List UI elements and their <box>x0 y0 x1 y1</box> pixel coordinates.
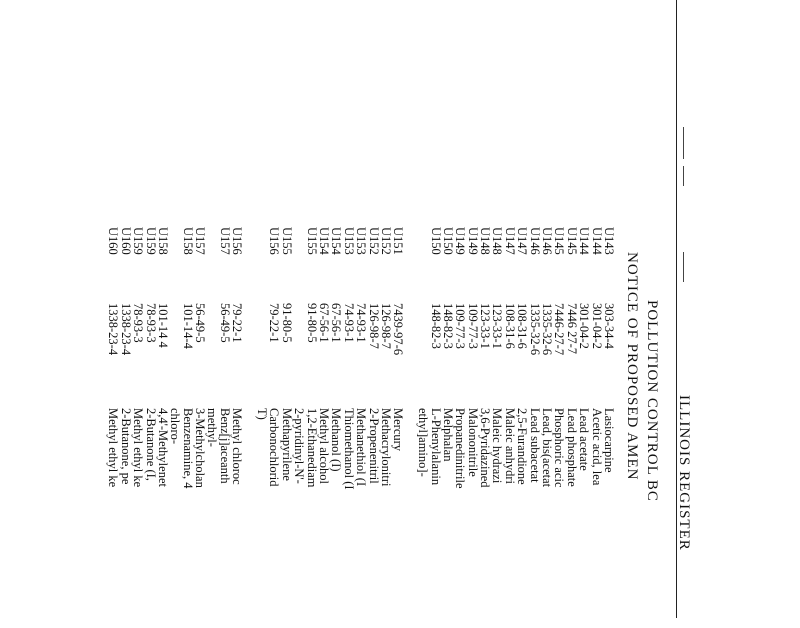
cell-cas: 74-93-1 <box>341 303 356 343</box>
cell-code: U155 <box>304 227 319 255</box>
cell-code: U158 <box>180 227 195 255</box>
cell-code: U156 <box>267 227 282 255</box>
cell-code: U160 <box>106 227 121 255</box>
cell-cas: 56-49-5 <box>217 303 232 343</box>
cell-name: Benz[j]aceanth <box>217 408 232 484</box>
cell-name: 4,4'-Methylenet <box>155 408 170 487</box>
cell-code: U153 <box>341 227 356 255</box>
cell-code: U145 <box>564 227 579 255</box>
cell-name: Lead, bis(acetat <box>540 408 555 488</box>
cell-cas: 126-98-7 <box>366 303 381 349</box>
cell-name: Lasiocarpine <box>602 408 616 473</box>
cell-name: Melphalan <box>440 408 455 462</box>
cell-code: U155 <box>279 227 294 255</box>
cell-cas: 78-93-3 <box>143 303 158 343</box>
cell-code: U153 <box>354 227 369 255</box>
cell-code: U149 <box>453 227 468 255</box>
cell-cas: 109-77-3 <box>453 303 468 349</box>
cell-cas: 78-93-3 <box>131 303 146 343</box>
cell-name: Benzenamine, 4 <box>180 408 195 489</box>
board-title: POLLUTION CONTROL BC <box>644 300 660 502</box>
cell-cas: 101-14 4 <box>155 303 170 348</box>
cell-name: Phosphoric acic <box>552 408 567 488</box>
cell-code: U148 <box>490 227 505 255</box>
cell-code: U151 <box>391 227 406 255</box>
cell-name: 3-Methylcholan <box>193 408 208 488</box>
cell-name: 2,5-Furandione <box>515 408 530 485</box>
cell-cas: 79-22-1 <box>230 303 245 343</box>
cell-code: U160 <box>118 227 133 255</box>
cell-code: U150 <box>440 227 455 255</box>
cell-name: Maleic anhydri <box>502 408 517 485</box>
cell-code: U159 <box>143 227 158 255</box>
cell-code: U152 <box>366 227 381 255</box>
cell-code: U154 <box>329 227 344 255</box>
cell-code: U147 <box>502 227 517 255</box>
cell-name: Maleic hydrazi <box>490 408 505 484</box>
cell-cas: 126-98-7 <box>378 303 393 349</box>
cell-name: methyl- <box>205 408 220 447</box>
cell-name: 2-Butanone (I, <box>143 408 158 481</box>
register-title: ILLINOIS REGISTER <box>676 395 692 551</box>
cell-name: Lead phosphate <box>564 408 579 487</box>
cell-cas: 303-34-4 <box>602 303 616 349</box>
cell-cas: 7446 27-7 <box>564 303 579 355</box>
cell-name: 1,2-Ethanediam <box>304 408 319 488</box>
cell-name: Mercury <box>391 408 406 452</box>
cell-name: Methanol (I) <box>329 408 344 472</box>
cell-cas: 1338-23-4 <box>118 303 133 356</box>
cell-name: 3,6-Pyridazined <box>478 408 493 488</box>
cell-code: U149 <box>465 227 480 255</box>
cell-name: Acetic acid, lea <box>589 408 604 486</box>
cell-code: U154 <box>317 227 332 255</box>
cell-cas: 7439-97-6 <box>391 303 406 356</box>
cell-name: 2-Butanone, pe <box>118 408 133 485</box>
cell-name: Lead acetate <box>577 408 592 471</box>
cell-name: Methyl ethyl ke <box>131 408 146 488</box>
cell-name: Malononitrile <box>465 408 480 477</box>
cell-name: Propanedinitrile <box>453 408 468 489</box>
cell-cas: 148-82-3 <box>440 303 455 349</box>
cell-name: 2-pyridinyl-N'- <box>292 408 307 484</box>
cell-cas: 67-56-1 <box>317 303 332 343</box>
cell-cas: 123-33-1 <box>478 303 493 349</box>
cell-name: Methanethiol (I <box>354 408 369 487</box>
cell-code: U158 <box>155 227 170 255</box>
cell-cas: 1335-32-6 <box>527 303 542 356</box>
cell-name: T) <box>255 408 270 420</box>
cell-name: 2-Propenenitril <box>366 408 381 484</box>
cell-code: U156 <box>230 227 245 255</box>
cell-cas: 301-04-2 <box>577 303 592 349</box>
cell-code: U144 <box>589 227 604 255</box>
cell-code: U146 <box>527 227 542 255</box>
cell-name: Carbonochlorid <box>267 408 282 487</box>
cell-name: Methyl ethyl ke <box>106 408 121 488</box>
cell-name: Methapyrilene <box>279 408 294 481</box>
cell-name: Methyl chloroc <box>230 408 245 485</box>
cell-cas: 123-33-1 <box>490 303 505 349</box>
header-rule <box>676 0 677 618</box>
cell-cas: 148-82-3 <box>428 303 443 349</box>
cell-cas: 91-80-5 <box>304 303 319 343</box>
notice-title: NOTICE OF PROPOSED AMEN <box>624 252 640 481</box>
cell-cas: 1335-32-6 <box>540 303 555 356</box>
cell-name: L-Phenylalanin <box>428 408 443 486</box>
cell-code: U143 <box>602 227 616 255</box>
cell-name: chloro- <box>168 408 183 445</box>
cell-cas: 108-31-6 <box>502 303 517 349</box>
cell-cas: 79-22-1 <box>267 303 282 343</box>
cell-code: U157 <box>217 227 232 255</box>
cell-name: Lead subacetat <box>527 408 542 483</box>
cell-name: Methyl alcohol <box>317 408 332 485</box>
cell-code: U147 <box>515 227 530 255</box>
cell-code: U144 <box>577 227 592 255</box>
cell-name: Methacrylonitri <box>378 408 393 487</box>
cell-name: ethyl]amino]- <box>416 408 431 477</box>
cell-code: U146 <box>540 227 555 255</box>
cell-cas: 56-49-5 <box>193 303 208 343</box>
cell-cas: 91-80-5 <box>279 303 294 343</box>
cell-code: U148 <box>478 227 493 255</box>
cell-code: U145 <box>552 227 567 255</box>
cell-code: U159 <box>131 227 146 255</box>
cell-cas: 109-77-3 <box>465 303 480 349</box>
cell-cas: 7446-27-7 <box>552 303 567 356</box>
cell-cas: 74-93-1 <box>354 303 369 343</box>
cell-cas: 1338-23-4 <box>106 303 121 356</box>
cell-code: U157 <box>193 227 208 255</box>
cell-name: Thiomethanol (I <box>341 408 356 490</box>
cell-cas: 301-04-2 <box>589 303 604 349</box>
cell-cas: 67-56-1 <box>329 303 344 343</box>
rotated-page <box>80 0 700 618</box>
cell-cas: 108-31-6 <box>515 303 530 349</box>
cell-code: U150 <box>428 227 443 255</box>
cell-code: U152 <box>378 227 393 255</box>
cell-cas: 101-14-4 <box>180 303 195 349</box>
